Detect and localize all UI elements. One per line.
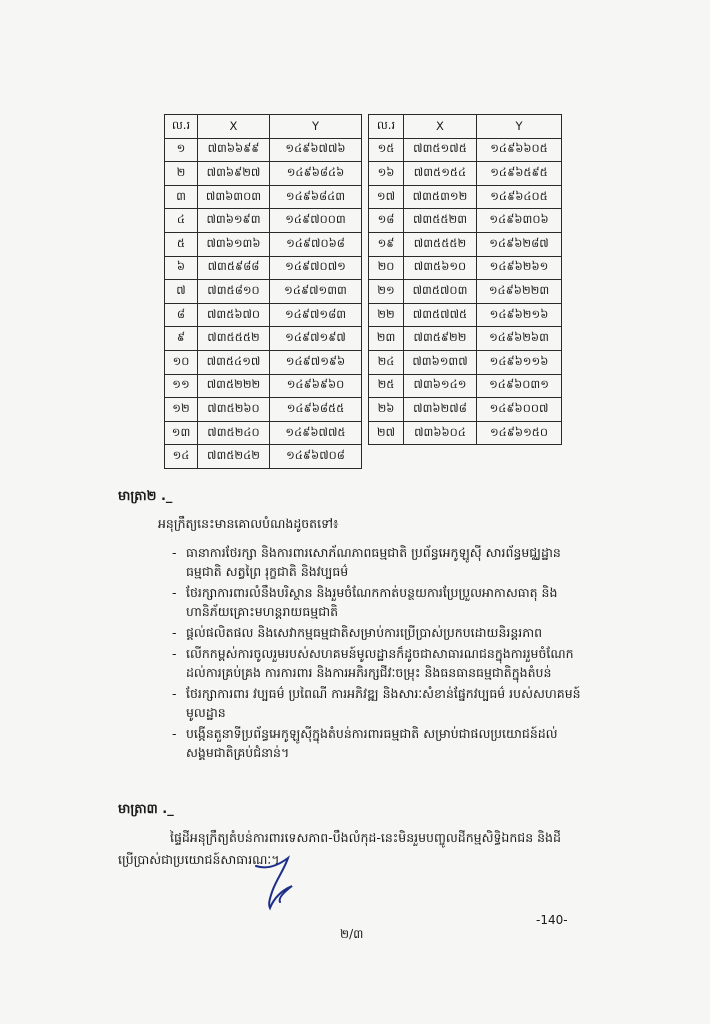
objective-line: សង្គមជាតិគ្រប់ជំនាន់។	[186, 745, 290, 760]
y-coordinate-cell: ១៤៩៦៨៥៥	[270, 398, 362, 422]
y-coordinate-cell: ១៤៩៧១៣៣	[270, 280, 362, 304]
point-number-cell: ១	[165, 138, 198, 162]
y-coordinate-cell: ១៤៩៧០៧១	[270, 256, 362, 280]
objective-line: ធានាការថែរក្សា និងការពារសោភ័ណភាពធម្មជាតិ ប្រព័ន្ធអេកូឡូស៊ី សារព័ន្ធមជ្ឈដ្ឋាន	[186, 545, 561, 560]
objective-line: ថែរក្សាការពារលំនឹងបរិស្ថាន និងរួមចំណែកកាត់បន្ថយការប្រែប្រួលអាកាសធាតុ និង	[186, 585, 558, 600]
table-row	[369, 185, 562, 209]
table-row	[369, 350, 562, 374]
point-number-cell: ២៣	[369, 327, 404, 351]
x-coordinate-cell: ៧៣៥៨១០	[198, 280, 270, 304]
objective-item	[172, 644, 632, 682]
y-coordinate-cell: ១៤៩៦៤០៥	[477, 185, 562, 209]
table-row	[165, 162, 362, 186]
header-x: X	[198, 115, 270, 139]
bullet-dash: -	[172, 545, 177, 560]
table-row	[165, 398, 362, 422]
y-coordinate-cell: ១៤៩៦៧៧៦	[270, 138, 362, 162]
x-coordinate-cell: ៧៣៥២៦០	[198, 398, 270, 422]
objective-line: ហានិភ័យគ្រោះមហន្តរាយធម្មជាតិ	[186, 604, 339, 619]
bullet-dash: -	[172, 646, 177, 661]
point-number-cell: ១៤	[165, 445, 198, 469]
x-coordinate-cell: ៧៣៥៩៨៨	[198, 256, 270, 280]
objective-item	[172, 724, 632, 762]
y-coordinate-cell: ១៤៩៦០០៧	[477, 398, 562, 422]
y-coordinate-cell: ១៤៩៦៨៤៣	[270, 185, 362, 209]
article-2-heading: មាត្រា២ ._	[118, 489, 173, 504]
objective-line: លើកកម្ពស់ការចូលរួមរបស់សហគមន៍មូលដ្ឋានក៏ដូចជាសាធារណជនក្នុងការរួមចំណែក	[186, 646, 574, 661]
x-coordinate-cell: ៧៣៦៩២៧	[198, 162, 270, 186]
x-coordinate-cell: ៧៣៦១៣៧	[404, 350, 477, 374]
point-number-cell: ១៨	[369, 209, 404, 233]
objective-item	[172, 543, 632, 581]
point-number-cell: ៣	[165, 185, 198, 209]
objective-item	[172, 684, 632, 722]
table-row	[369, 374, 562, 398]
x-coordinate-cell: ៧៣៥២៤២	[198, 445, 270, 469]
point-number-cell: ១៣	[165, 421, 198, 445]
x-coordinate-cell: ៧៣៥២២២	[198, 374, 270, 398]
y-coordinate-cell: ១៤៩៦១១៦	[477, 350, 562, 374]
y-coordinate-cell: ១៤៩៦២២៣	[477, 280, 562, 304]
y-coordinate-cell: ១៤៩៦៧០៨	[270, 445, 362, 469]
objective-line: ថែរក្សាការពារ វប្បធម៌ ប្រពៃណី ការអភិវឌ្ឍ និងសារៈសំខាន់ផ្នែកវប្បធម៌ របស់សហគមន៍	[186, 686, 581, 701]
y-coordinate-cell: ១៤៩៧១៩៧	[270, 327, 362, 351]
x-coordinate-cell: ៧៣៦១៣៦	[198, 232, 270, 256]
objective-line: មូលដ្ឋាន	[186, 705, 226, 720]
header-y: Y	[270, 115, 362, 139]
table-row	[369, 421, 562, 445]
point-number-cell: ៩	[165, 327, 198, 351]
y-coordinate-cell: ១៤៩៦០៣១	[477, 374, 562, 398]
x-coordinate-cell: ៧៣៥៩២២	[404, 327, 477, 351]
y-coordinate-cell: ១៤៩៦៩៦០	[270, 374, 362, 398]
x-coordinate-cell: ៧៣៥៣១២	[404, 185, 477, 209]
article-3-line-2: ប្រើប្រាស់ជាប្រយោជន៍សាធារណៈ។	[118, 852, 280, 867]
article-2-objectives-list	[172, 543, 632, 764]
table-row	[165, 256, 362, 280]
header-y: Y	[477, 115, 562, 139]
point-number-cell: ១៥	[369, 138, 404, 162]
x-coordinate-cell: ៧៣៥៦៧០	[198, 303, 270, 327]
y-coordinate-cell: ១៤៩៦៦០៥	[477, 138, 562, 162]
y-coordinate-cell: ១៤៩៦១៥០	[477, 421, 562, 445]
point-number-cell: ២០	[369, 256, 404, 280]
y-coordinate-cell: ១៤៩៦៨៤៦	[270, 162, 362, 186]
y-coordinate-cell: ១៤៩៧០០៣	[270, 209, 362, 233]
y-coordinate-cell: ១៤៩៦២៦៣	[477, 327, 562, 351]
x-coordinate-cell: ៧៣៦៦៩៩	[198, 138, 270, 162]
article-3-heading: មាត្រា៣ ._	[118, 802, 174, 817]
point-number-cell: ១៦	[369, 162, 404, 186]
header-number: ល.រ	[369, 115, 404, 139]
table-row	[165, 350, 362, 374]
x-coordinate-cell: ៧៣៥៥៥២	[198, 327, 270, 351]
y-coordinate-cell: ១៤៩៧០៦៨	[270, 232, 362, 256]
point-number-cell: ៤	[165, 209, 198, 233]
x-coordinate-cell: ៧៣៥៥២៣	[404, 209, 477, 233]
point-number-cell: ២២	[369, 303, 404, 327]
table-row	[369, 327, 562, 351]
point-number-cell: ៦	[165, 256, 198, 280]
bullet-dash: -	[172, 585, 177, 600]
objective-line: ដល់ការគ្រប់គ្រង ការការពារ និងការអភិរក្សជីវៈចម្រុះ និងធនធានធម្មជាតិក្នុងតំបន់	[186, 665, 552, 680]
y-coordinate-cell: ១៤៩៦២១៦	[477, 303, 562, 327]
table-row	[369, 162, 562, 186]
table-row	[165, 374, 362, 398]
point-number-cell: ៧	[165, 280, 198, 304]
table-row	[165, 280, 362, 304]
x-coordinate-cell: ៧៣៦១៤១	[404, 374, 477, 398]
page-fraction: ២/៣	[340, 927, 364, 941]
x-coordinate-cell: ៧៣៥១៥៤	[404, 162, 477, 186]
x-coordinate-cell: ៧៣៥២៤០	[198, 421, 270, 445]
article-2-intro: អនុក្រឹត្យនេះមានគោលបំណងដូចតទៅ៖	[158, 516, 339, 531]
point-number-cell: ១១	[165, 374, 198, 398]
table-row	[369, 303, 562, 327]
table-row	[369, 138, 562, 162]
objective-line: បង្កើនតួនាទីប្រព័ន្ធអេកូឡូស៊ីក្នុងតំបន់ការពារធម្មជាតិ សម្រាប់ជាផលប្រយោជន៍ដល់	[186, 726, 558, 741]
point-number-cell: ១០	[165, 350, 198, 374]
page-number: -140-	[536, 913, 568, 927]
header-x: X	[404, 115, 477, 139]
y-coordinate-cell: ១៤៩៦២៨៧	[477, 232, 562, 256]
objective-item	[172, 583, 632, 621]
y-coordinate-cell: ១៤៩៦២៦១	[477, 256, 562, 280]
point-number-cell: ១៧	[369, 185, 404, 209]
table-row	[369, 209, 562, 233]
table-row	[369, 256, 562, 280]
table-row	[369, 232, 562, 256]
point-number-cell: ២	[165, 162, 198, 186]
article-3-line-1: ផ្ទៃដីអនុក្រឹត្យតំបន់ការពារទេសភាព-បឹងលំកុដ-នេះមិនរួមបញ្ចូលដីកម្មសិទ្ធិឯកជន និងដី	[170, 830, 561, 845]
bullet-dash: -	[172, 686, 177, 701]
table-row	[165, 232, 362, 256]
table-row	[165, 421, 362, 445]
table-row	[165, 209, 362, 233]
table-row	[165, 185, 362, 209]
header-number: ល.រ	[165, 115, 198, 139]
point-number-cell: ២៦	[369, 398, 404, 422]
table-row	[165, 303, 362, 327]
x-coordinate-cell: ៧៣៥៥៥២	[404, 232, 477, 256]
x-coordinate-cell: ៧៣៥៦១០	[404, 256, 477, 280]
bullet-dash: -	[172, 625, 177, 640]
x-coordinate-cell: ៧៣៦៣០៣	[198, 185, 270, 209]
x-coordinate-cell: ៧៣៦២៧៨	[404, 398, 477, 422]
table-row	[165, 445, 362, 469]
point-number-cell: ២៥	[369, 374, 404, 398]
y-coordinate-cell: ១៤៩៦៣០៦	[477, 209, 562, 233]
table-header-row	[165, 115, 362, 139]
point-number-cell: ១៩	[369, 232, 404, 256]
coordinates-table-right	[368, 114, 562, 445]
point-number-cell: ២៧	[369, 421, 404, 445]
table-row	[165, 138, 362, 162]
x-coordinate-cell: ៧៣៦១៩៣	[198, 209, 270, 233]
x-coordinate-cell: ៧៣៥៤១៧	[198, 350, 270, 374]
x-coordinate-cell: ៧៣៥៧៧៥	[404, 303, 477, 327]
point-number-cell: ៨	[165, 303, 198, 327]
table-row	[165, 327, 362, 351]
table-row	[369, 398, 562, 422]
x-coordinate-cell: ៧៣៦៦០៤	[404, 421, 477, 445]
bullet-dash: -	[172, 726, 177, 741]
point-number-cell: ១២	[165, 398, 198, 422]
objective-line: ផ្តល់ផលិតផល និងសេវាកម្មធម្មជាតិសម្រាប់ការប្រើប្រាស់ប្រកបដោយនិរន្តរភាព	[186, 625, 543, 640]
point-number-cell: ២៤	[369, 350, 404, 374]
objective-line: ធម្មជាតិ សត្វព្រៃ រុក្ខជាតិ និងវប្បធម៌	[186, 564, 349, 579]
y-coordinate-cell: ១៤៩៦៥៩៥	[477, 162, 562, 186]
coordinates-table-left	[164, 114, 362, 469]
point-number-cell: ៥	[165, 232, 198, 256]
y-coordinate-cell: ១៤៩៧១៩៦	[270, 350, 362, 374]
objective-item	[172, 623, 632, 642]
y-coordinate-cell: ១៤៩៧១៨៣	[270, 303, 362, 327]
x-coordinate-cell: ៧៣៥១៧៥	[404, 138, 477, 162]
y-coordinate-cell: ១៤៩៦៧៧៥	[270, 421, 362, 445]
table-header-row	[369, 115, 562, 139]
point-number-cell: ២១	[369, 280, 404, 304]
table-row	[369, 280, 562, 304]
x-coordinate-cell: ៧៣៥៧០៣	[404, 280, 477, 304]
signature-mark	[250, 852, 310, 912]
